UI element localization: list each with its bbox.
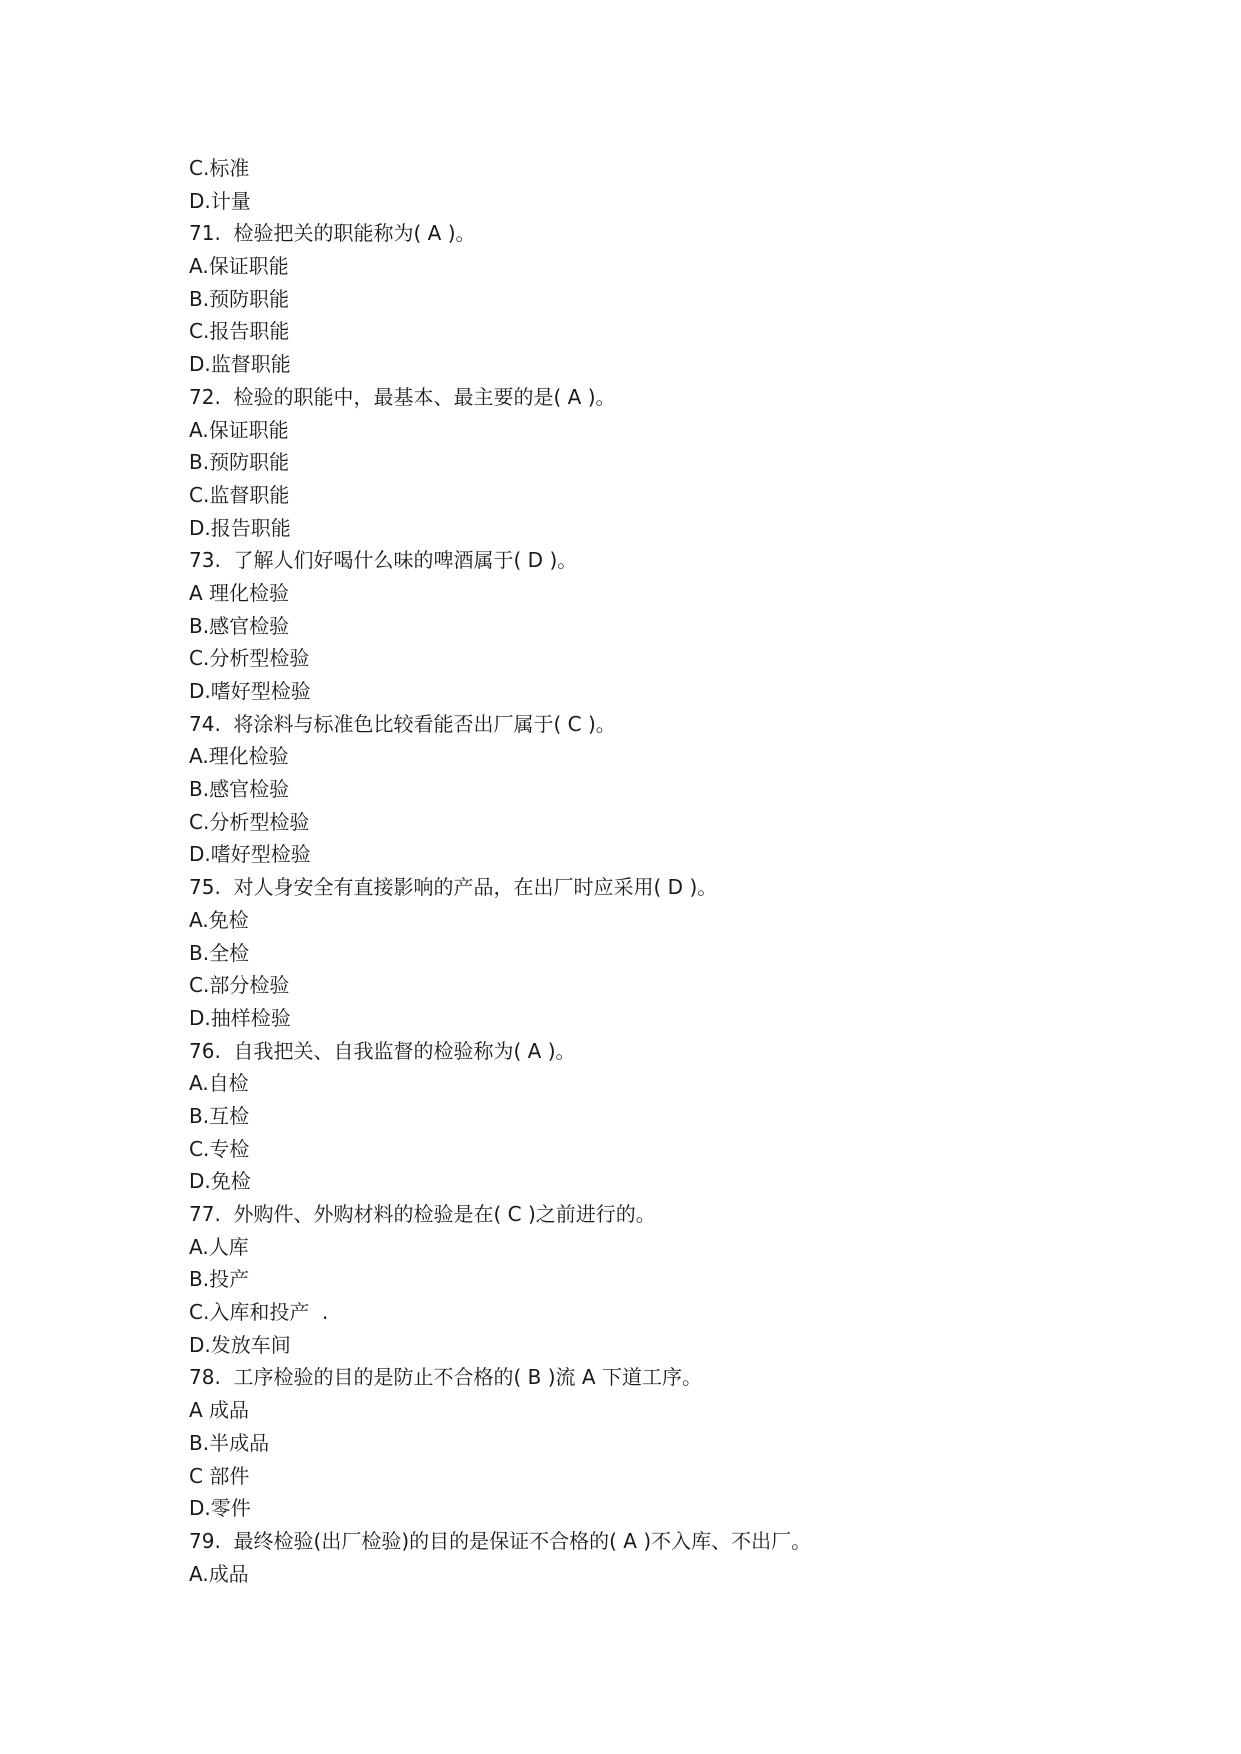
option-line: A.保证职能 <box>189 254 289 279</box>
question-line: 71. 检验把关的职能称为( A )。 <box>189 221 476 246</box>
option-line: A.免检 <box>189 907 249 932</box>
option-line: A 成品 <box>189 1398 250 1423</box>
option-line: D.嗜好型检验 <box>189 679 311 703</box>
option-line: D.监督职能 <box>189 352 291 377</box>
option-line: B.半成品 <box>189 1430 270 1455</box>
text-line: D.计量 <box>189 188 251 213</box>
document-content <box>189 152 1189 1590</box>
option-line: B.感官检验 <box>189 777 290 802</box>
option-line: A.保证职能 <box>189 417 289 442</box>
option-line: D.抽样检验 <box>189 1005 291 1030</box>
option-line: D.嗜好型检验 <box>189 842 311 867</box>
option-line: B.互检 <box>189 1103 250 1128</box>
option-line: C.分析型检验 <box>189 809 310 834</box>
option-line: B.感官检验 <box>189 613 290 638</box>
option-line: B.投产 <box>189 1267 250 1292</box>
option-line: A.理化检验 <box>189 744 289 769</box>
option-line: C 部件 <box>189 1463 250 1488</box>
option-line: C.部分检验 <box>189 973 290 998</box>
question-line: 74. 将涂料与标准色比较看能否出厂属于( C )。 <box>189 711 616 736</box>
question-line: 77. 外购件、外购材料的检验是在( C )之前进行的。 <box>189 1202 656 1226</box>
question-line: 73. 了解人们好喝什么味的啤酒属于( D )。 <box>189 548 578 573</box>
option-line: B.全检 <box>189 940 250 965</box>
option-line: D.零件 <box>189 1496 251 1521</box>
option-line: D.免检 <box>189 1169 251 1194</box>
question-line: 78. 工序检验的目的是防止不合格的( B )流 A 下道工序。 <box>189 1365 702 1390</box>
option-line: C.监督职能 <box>189 482 290 507</box>
option-line: C.分析型检验 <box>189 646 310 671</box>
option-line: D.发放车间 <box>189 1332 291 1357</box>
option-line: C.专检 <box>189 1136 250 1161</box>
option-line: A.人库 <box>189 1234 249 1259</box>
option-line: A 理化检验 <box>189 580 290 605</box>
option-line: C.入库和投产 . <box>189 1300 329 1325</box>
option-line: D.报告职能 <box>189 515 291 540</box>
option-line: B.预防职能 <box>189 450 290 475</box>
question-line: 76. 自我把关、自我监督的检验称为( A )。 <box>189 1038 576 1063</box>
option-line: A.自检 <box>189 1071 249 1096</box>
text-line: C.标准 <box>189 156 250 180</box>
option-line: C.报告职能 <box>189 319 290 344</box>
question-line: 75. 对人身安全有直接影响的产品，在出厂时应采用( D )。 <box>189 875 718 900</box>
option-line: B.预防职能 <box>189 286 290 311</box>
question-line: 72. 检验的职能中，最基本、最主要的是( A )。 <box>189 384 616 409</box>
question-line: 79. 最终检验(出厂检验)的目的是保证不合格的( A )不入库、不出厂。 <box>189 1528 812 1553</box>
option-line: A.成品 <box>189 1561 249 1586</box>
